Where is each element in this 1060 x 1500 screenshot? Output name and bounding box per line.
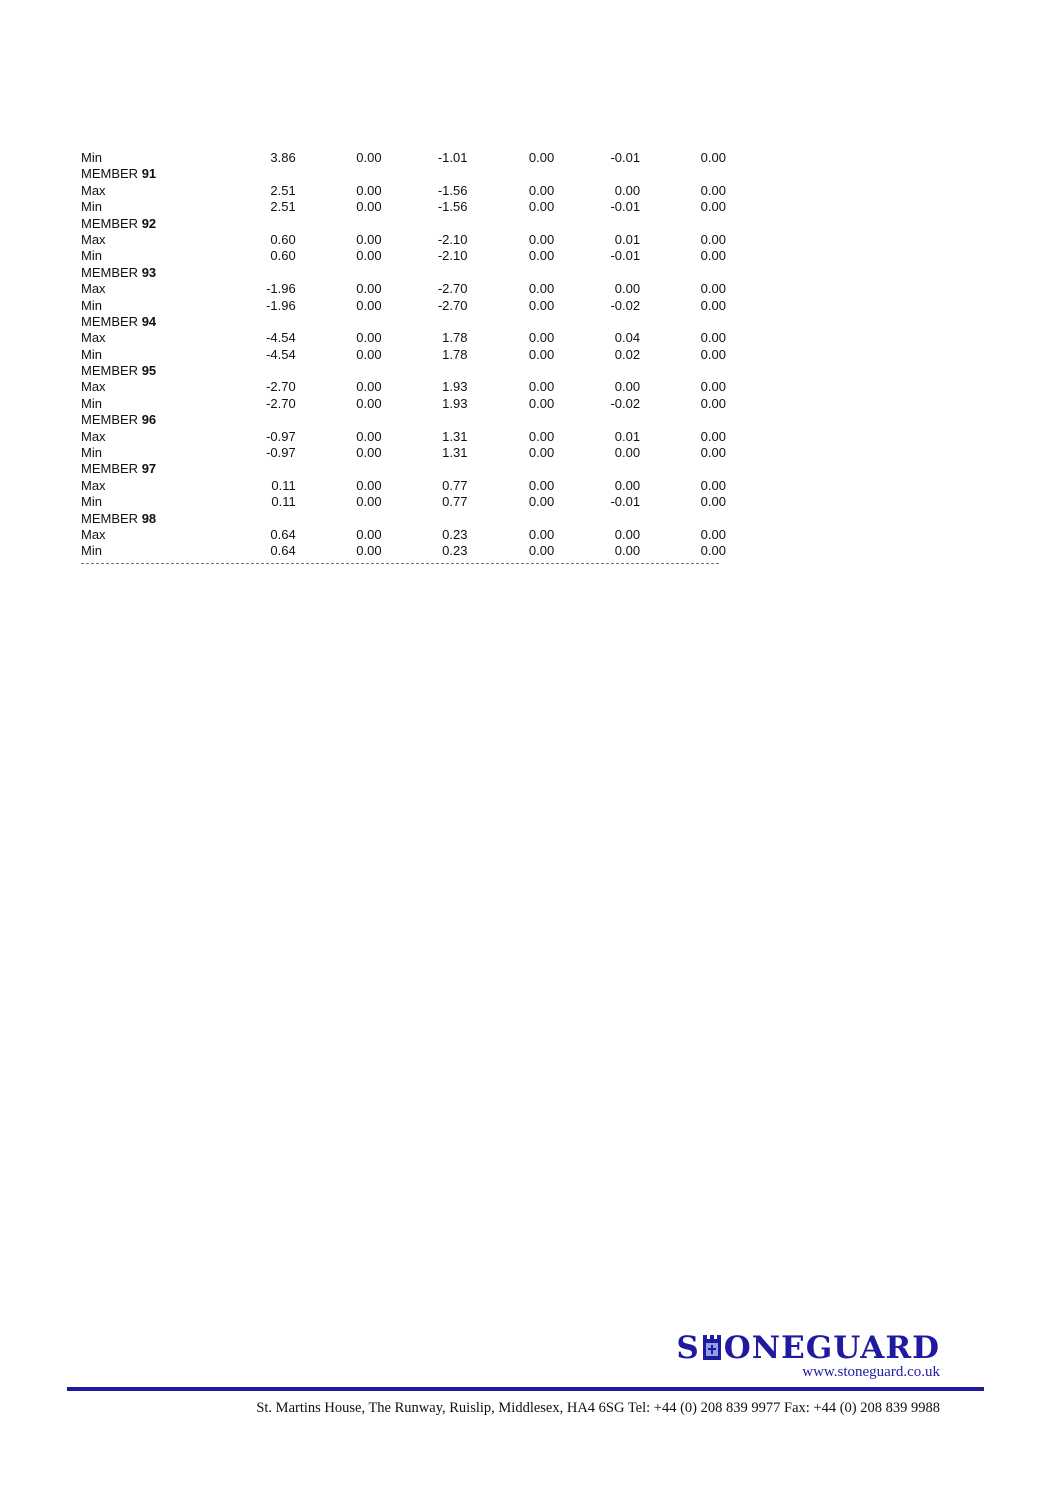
member-prefix: MEMBER	[81, 412, 139, 428]
member-header	[81, 511, 726, 527]
table-row	[81, 429, 726, 445]
table-row	[81, 298, 726, 314]
table-cell: 0.01	[614, 231, 641, 247]
table-cell: 0.00	[356, 150, 382, 165]
table-cell: 0.00	[614, 379, 641, 395]
table-cell: 0.00	[528, 231, 555, 247]
table-cell: 0.00	[528, 395, 555, 411]
table-cell: 0.00	[528, 445, 555, 461]
table-cell: 0.00	[700, 330, 726, 346]
table-row	[81, 183, 726, 199]
table-cell: 0.00	[700, 526, 726, 542]
table-cell: 2.51	[270, 199, 296, 215]
table-cell: 0.00	[356, 330, 382, 346]
table-cell: 0.60	[270, 248, 296, 264]
table-cell: 0.00	[356, 428, 382, 444]
member-prefix: MEMBER	[81, 363, 139, 379]
member-prefix: MEMBER	[81, 313, 139, 329]
table-cell: 0.00	[356, 379, 382, 395]
table-cell: 0.00	[700, 494, 726, 510]
table-cell: 0.00	[528, 297, 555, 313]
table-row	[81, 232, 726, 248]
row-label: Max	[81, 379, 106, 395]
table-cell: 0.00	[700, 297, 726, 313]
row-label: Max	[81, 281, 106, 297]
table-cell: 0.00	[528, 346, 555, 362]
table-cell: 0.00	[356, 346, 382, 362]
member-header	[81, 166, 726, 182]
member-header	[81, 314, 726, 330]
row-label: Min	[81, 248, 102, 264]
results-table	[81, 150, 726, 564]
table-cell: 0.00	[700, 281, 726, 297]
table-cell: 0.00	[614, 543, 641, 559]
row-label: Min	[81, 543, 102, 559]
table-cell: 0.77	[442, 494, 468, 510]
table-cell: 0.00	[700, 346, 726, 362]
table-cell: 0.04	[614, 330, 641, 346]
row-label: Min	[81, 346, 102, 362]
table-cell: 0.00	[356, 297, 382, 313]
table-cell: 0.60	[270, 231, 296, 247]
table-cell: 0.23	[442, 543, 468, 559]
website-link[interactable]: www.stoneguard.co.uk	[802, 1364, 940, 1380]
table-cell: -2.70	[266, 379, 296, 395]
table-cell: -1.96	[266, 297, 296, 313]
member-prefix: MEMBER	[81, 461, 139, 477]
table-cell: 0.00	[356, 231, 382, 247]
brand-wordmark-start: S	[676, 1330, 700, 1366]
table-cell: 0.00	[528, 330, 555, 346]
company-logo	[676, 1330, 940, 1381]
table-cell: 0.00	[356, 199, 382, 215]
row-label: Min	[81, 150, 102, 165]
member-header	[81, 265, 726, 281]
table-cell: -2.10	[437, 248, 468, 264]
table-cell: -0.97	[266, 428, 296, 444]
table-row	[81, 330, 726, 346]
table-cell: 1.31	[442, 445, 468, 461]
table-cell: 0.00	[700, 199, 726, 215]
table-cell: 0.00	[614, 526, 641, 542]
table-cell: 0.00	[356, 477, 382, 493]
member-number: 98	[141, 510, 157, 526]
table-row	[81, 199, 726, 215]
row-label: Max	[81, 182, 106, 198]
table-cell: 0.11	[271, 477, 296, 493]
table-cell: 1.78	[442, 346, 468, 362]
table-cell: 0.00	[528, 281, 555, 297]
table-row	[81, 494, 726, 510]
company-address: St. Martins House, The Runway, Ruislip, Middlesex, HA4 6SG Tel: +44 (0) 208 839 9977 Fax: +44 (0) 208 839 9988	[256, 1400, 940, 1416]
table-cell: -0.01	[610, 199, 641, 215]
table-cell: 0.00	[356, 526, 382, 542]
table-cell: 0.00	[528, 199, 555, 215]
table-cell: 0.00	[528, 150, 555, 165]
table-cell: -0.02	[610, 297, 641, 313]
brand-wordmark	[676, 1330, 940, 1366]
table-cell: 0.00	[356, 543, 382, 559]
table-cell: -1.56	[437, 199, 468, 215]
table-cell: 0.00	[700, 248, 726, 264]
member-header	[81, 216, 726, 232]
footer-divider	[67, 1387, 984, 1391]
table-cell: 0.00	[528, 428, 555, 444]
table-row	[81, 347, 726, 363]
member-number: 93	[141, 264, 157, 280]
table-cell: 0.00	[528, 379, 555, 395]
member-header	[81, 412, 726, 428]
table-cell: 0.00	[700, 150, 726, 165]
table-cell: 0.00	[700, 395, 726, 411]
row-label: Max	[81, 231, 106, 247]
table-cell: 0.00	[700, 379, 726, 395]
table-cell: -1.01	[437, 150, 468, 165]
table-cell: -0.02	[610, 395, 641, 411]
member-number: 97	[141, 461, 157, 477]
table-cell: 0.00	[528, 248, 555, 264]
table-cell: 1.93	[442, 395, 468, 411]
table-row	[81, 396, 726, 412]
row-label: Min	[81, 199, 102, 215]
table-cell: 0.64	[270, 526, 296, 542]
member-number: 92	[141, 215, 157, 231]
member-header	[81, 461, 726, 477]
table-cell: 0.00	[528, 182, 555, 198]
row-label: Min	[81, 297, 102, 313]
table-row	[81, 543, 726, 559]
table-cell: 0.00	[614, 445, 641, 461]
table-cell: 1.31	[442, 428, 468, 444]
member-prefix: MEMBER	[81, 510, 139, 526]
table-row	[81, 248, 726, 264]
table-cell: -2.70	[437, 281, 468, 297]
table-cell: -0.97	[266, 445, 296, 461]
table-cell: 0.77	[442, 477, 468, 493]
table-cell: 0.00	[356, 494, 382, 510]
table-cell: 0.00	[700, 428, 726, 444]
brand-wordmark-end: ONEGUARD	[723, 1330, 940, 1366]
table-cell: 0.01	[614, 428, 641, 444]
table-cell: 0.00	[528, 477, 555, 493]
table-cell: 0.00	[356, 248, 382, 264]
row-label: Max	[81, 428, 106, 444]
member-prefix: MEMBER	[81, 166, 139, 182]
member-number: 96	[141, 412, 157, 428]
table-row	[81, 281, 726, 297]
table-cell: 0.00	[700, 477, 726, 493]
row-label: Max	[81, 330, 106, 346]
table-cell: 0.23	[442, 526, 468, 542]
table-cell: -2.70	[437, 297, 468, 313]
table-cell: -2.70	[266, 395, 296, 411]
table-cell: -0.01	[610, 150, 641, 165]
row-label: Max	[81, 526, 106, 542]
table-cell: 3.86	[270, 150, 296, 165]
table-cell: 1.93	[442, 379, 468, 395]
table-cell: 0.00	[356, 395, 382, 411]
table-row	[81, 445, 726, 461]
table-cell: 0.00	[700, 182, 726, 198]
table-cell: 0.02	[614, 346, 641, 362]
table-cell: -0.01	[610, 248, 641, 264]
table-row	[81, 379, 726, 395]
table-cell: 0.00	[700, 445, 726, 461]
member-number: 91	[141, 166, 157, 182]
table-cell: 0.11	[271, 494, 296, 510]
table-cell: 0.00	[614, 477, 641, 493]
table-cell: 0.00	[614, 182, 641, 198]
table-cell: -1.96	[266, 281, 296, 297]
table-cell: 0.64	[270, 543, 296, 559]
table-cell: 0.00	[528, 543, 555, 559]
table-row	[81, 478, 726, 494]
row-label: Min	[81, 395, 102, 411]
row-label: Min	[81, 494, 102, 510]
table-cell: 0.00	[614, 281, 641, 297]
table-cell: 0.00	[356, 182, 382, 198]
row-label: Min	[81, 445, 102, 461]
table-cell: 0.00	[700, 231, 726, 247]
table-cell: 0.00	[700, 543, 726, 559]
table-cell: -1.56	[437, 182, 468, 198]
table-cell: -0.01	[610, 494, 641, 510]
table-row	[81, 150, 726, 166]
row-label: Max	[81, 477, 106, 493]
table-cell: 0.00	[528, 526, 555, 542]
table-cell: 0.00	[528, 494, 555, 510]
member-prefix: MEMBER	[81, 215, 139, 231]
table-cell: 1.78	[442, 330, 468, 346]
table-cell: 0.00	[356, 445, 382, 461]
member-number: 95	[141, 363, 157, 379]
member-number: 94	[141, 313, 157, 329]
table-cell: -4.54	[266, 330, 296, 346]
member-prefix: MEMBER	[81, 264, 139, 280]
table-cell: -2.10	[437, 231, 468, 247]
table-row	[81, 527, 726, 543]
table-end-divider	[81, 563, 719, 564]
table-cell: 0.00	[356, 281, 382, 297]
castle-tower-icon	[702, 1335, 722, 1361]
table-cell: -4.54	[266, 346, 296, 362]
table-cell: 2.51	[270, 182, 296, 198]
member-header	[81, 363, 726, 379]
